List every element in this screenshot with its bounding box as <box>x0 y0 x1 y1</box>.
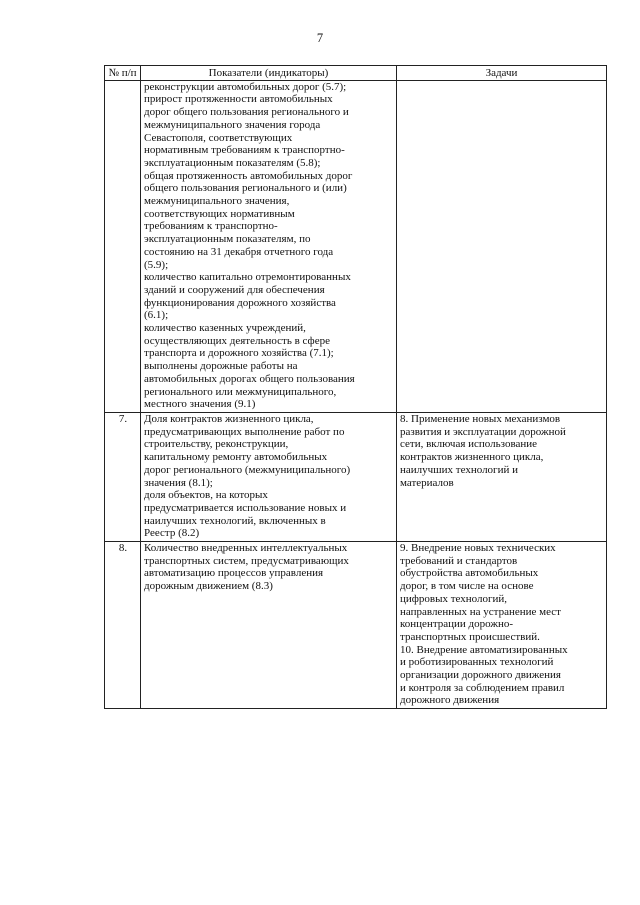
task-line: материалов <box>400 476 454 489</box>
indicators-cell <box>141 412 397 541</box>
indicator-line: наилучших технологий, включенных в <box>144 514 326 527</box>
header-indicators: Показатели (индикаторы) <box>141 66 397 81</box>
header-number: № п/п <box>105 66 141 81</box>
indicator-line: эксплуатационным показателям, по <box>144 233 311 246</box>
indicator-line: строительству, реконструкции, <box>144 438 289 451</box>
indicator-line: дорог регионального (межмуниципального) <box>144 463 351 476</box>
indicators-cell <box>141 542 397 709</box>
indicator-line: местного значения (9.1) <box>144 398 256 411</box>
indicator-line: (5.9); <box>144 258 169 271</box>
indicator-line: Севастополя, соответствующих <box>144 131 293 144</box>
table-body <box>105 80 607 708</box>
indicator-line: количество капитально отремонтированных <box>144 271 351 284</box>
task-line: дорог, в том числе на основе <box>400 580 534 593</box>
indicator-line: реконструкции автомобильных дорог (5.7); <box>144 80 347 93</box>
indicator-line: значения (8.1); <box>144 476 213 489</box>
row-number: 8. <box>105 542 141 709</box>
indicator-line: зданий и сооружений для обеспечения <box>144 283 325 296</box>
task-line: и роботизированных технологий <box>400 656 554 669</box>
table-row <box>105 412 607 541</box>
indicator-line: дорожным движением (8.3) <box>144 580 273 593</box>
indicators-table <box>104 65 607 709</box>
indicator-line: Реестр (8.2) <box>144 527 200 540</box>
task-line: обустройства автомобильных <box>400 567 539 580</box>
indicator-line: общая протяженность автомобильных дорог <box>144 169 353 182</box>
indicator-line: состоянию на 31 декабря отчетного года <box>144 245 334 258</box>
indicator-line: предусматривающих выполнение работ по <box>144 425 345 438</box>
table-row <box>105 542 607 709</box>
indicator-line: автомобильных дорогах общего пользования <box>144 372 355 385</box>
indicator-line: транспорта и дорожного хозяйства (7.1); <box>144 347 334 360</box>
indicator-line: нормативным требованиям к транспортно- <box>144 144 345 157</box>
indicator-line: функционирования дорожного хозяйства <box>144 296 336 309</box>
indicator-line: требованиям к транспортно- <box>144 220 278 233</box>
tasks-cell <box>397 412 607 541</box>
indicators-cell <box>141 80 397 412</box>
task-line: организации дорожного движения <box>400 669 561 682</box>
task-line: концентрации дорожно- <box>400 618 514 631</box>
tasks-cell <box>397 542 607 709</box>
indicator-line: выполнены дорожные работы на <box>144 360 298 373</box>
task-line: направленных на устранение мест <box>400 605 561 618</box>
indicator-line: общего пользования регионального и (или) <box>144 182 347 195</box>
task-line: контрактов жизненного цикла, <box>400 451 544 464</box>
indicator-line: регионального или межмуниципального, <box>144 385 337 398</box>
indicator-line: осуществляющих деятельность в сфере <box>144 334 330 347</box>
task-line: наилучших технологий и <box>400 463 518 476</box>
indicator-line: автоматизацию процессов управления <box>144 567 324 580</box>
task-line: дорожного движения <box>400 694 500 707</box>
indicator-line: Количество внедренных интеллектуальных <box>144 542 348 555</box>
task-line: 8. Применение новых механизмов <box>400 412 561 425</box>
indicator-line: доля объектов, на которых <box>144 489 268 502</box>
indicator-line: межмуниципального значения города <box>144 118 321 131</box>
table-header-row <box>105 66 607 81</box>
task-line: требований и стандартов <box>400 554 518 567</box>
page-number: 7 <box>316 31 324 45</box>
indicator-line: предусматривается использование новых и <box>144 501 347 514</box>
indicator-line: дорог общего пользования регионального и <box>144 106 349 119</box>
indicator-line: соответствующих нормативным <box>144 207 295 220</box>
task-line: развития и эксплуатации дорожной <box>400 425 566 438</box>
indicator-line: транспортных систем, предусматривающих <box>144 554 349 567</box>
row-number <box>105 80 141 412</box>
task-line: цифровых технологий, <box>400 592 508 605</box>
indicator-line: (6.1); <box>144 309 169 322</box>
task-line: и контроля за соблюдением правил <box>400 681 565 694</box>
task-line: 9. Внедрение новых технических <box>400 542 556 555</box>
indicator-line: капитальному ремонту автомобильных <box>144 451 328 464</box>
indicator-line: Доля контрактов жизненного цикла, <box>144 412 314 425</box>
indicator-line: эксплуатационным показателям (5.8); <box>144 156 321 169</box>
row-number: 7. <box>105 412 141 541</box>
task-line: сети, включая использование <box>400 438 538 451</box>
task-line: транспортных происшествий. <box>400 630 540 643</box>
indicator-line: количество казенных учреждений, <box>144 322 306 335</box>
indicator-line: межмуниципального значения, <box>144 195 290 208</box>
header-tasks: Задачи <box>397 66 607 81</box>
table-row <box>105 80 607 412</box>
tasks-cell <box>397 80 607 412</box>
indicator-line: прирост протяженности автомобильных <box>144 93 333 106</box>
task-line: 10. Внедрение автоматизированных <box>400 643 568 656</box>
